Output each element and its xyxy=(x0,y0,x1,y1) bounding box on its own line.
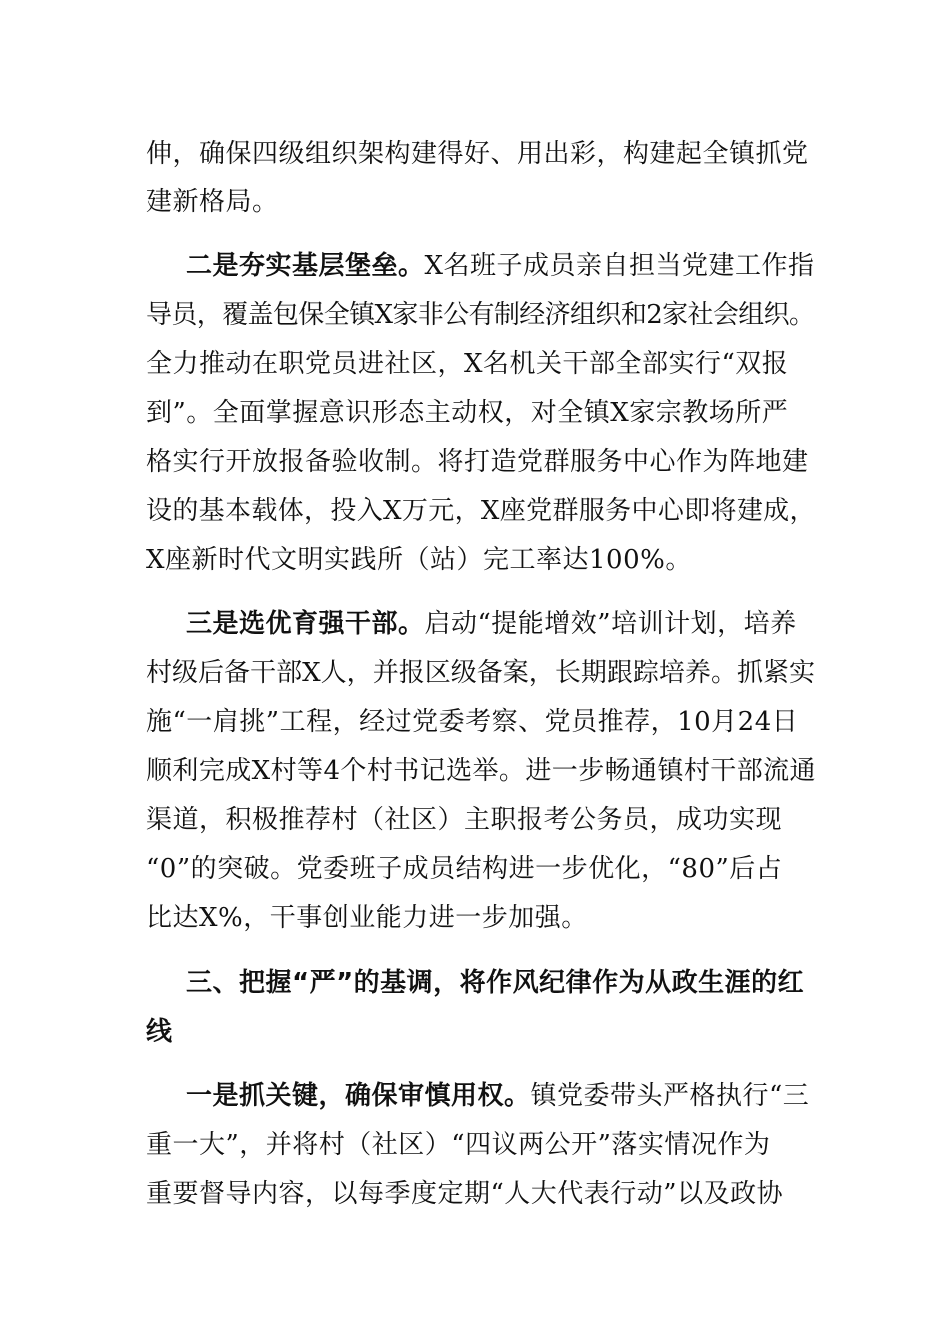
body-text-line: 设的基本载体，投入X万元，X座党群服务中心即将建成， xyxy=(146,496,816,526)
body-text-line: 顺利完成X村等4个村书记选举。进一步畅通镇村干部流通 xyxy=(146,756,816,786)
body-text: 镇党委带头严格执行“三 xyxy=(530,1081,810,1111)
body-text-line: 伸，确保四级组织架构建得好、用出彩，构建起全镇抓党 xyxy=(146,139,809,169)
body-text-line: X座新时代文明实践所（站）完工率达100%。 xyxy=(146,545,692,575)
section-heading-continued: 线 xyxy=(146,1017,173,1047)
body-text-line: 全力推动在职党员进社区，X名机关干部全部实行“双报 xyxy=(146,349,789,379)
body-text: 启动“提能增效”培训计划，培养 xyxy=(424,609,797,639)
body-text-line: 重一大”，并将村（社区）“四议两公开”落实情况作为 xyxy=(146,1130,771,1160)
paragraph-first-line xyxy=(186,249,816,283)
body-text-line: 施“一肩挑”工程，经过党委考察、党员推荐，10月24日 xyxy=(146,707,799,737)
body-text-line: 建新格局。 xyxy=(146,187,279,217)
body-text-line: 格实行开放报备验收制。将打造党群服务中心作为阵地建 xyxy=(146,447,809,477)
section-heading: 三、把握“严”的基调，将作风纪律作为从政生涯的红 xyxy=(186,968,805,998)
body-text: X名班子成员亲自担当党建工作指 xyxy=(424,251,815,281)
paragraph-lead: 一是抓关键，确保审慎用权。 xyxy=(186,1081,531,1111)
body-text-line: 比达X%，干事创业能力进一步加强。 xyxy=(146,903,588,933)
paragraph-first-line xyxy=(186,607,816,641)
paragraph-lead: 二是夯实基层堡垒。 xyxy=(186,251,425,281)
paragraph-lead: 三是选优育强干部。 xyxy=(186,609,425,639)
body-text-line: 重要督导内容，以每季度定期“人大代表行动”以及政协 xyxy=(146,1179,784,1209)
body-text-line: 村级后备干部X人，并报区级备案，长期跟踪培养。抓紧实 xyxy=(146,658,816,688)
body-text-line: 渠道，积极推荐村（社区）主职报考公务员，成功实现 xyxy=(146,805,783,835)
body-text-line: 导员，覆盖包保全镇X家非公有制经济组织和2家社会组织。 xyxy=(146,300,815,330)
body-text-line: 到”。全面掌握意识形态主动权，对全镇X家宗教场所严 xyxy=(146,398,789,428)
paragraph-first-line xyxy=(186,1079,816,1113)
body-text-line: “0”的突破。党委班子成员结构进一步优化，“80”后占 xyxy=(146,854,783,884)
